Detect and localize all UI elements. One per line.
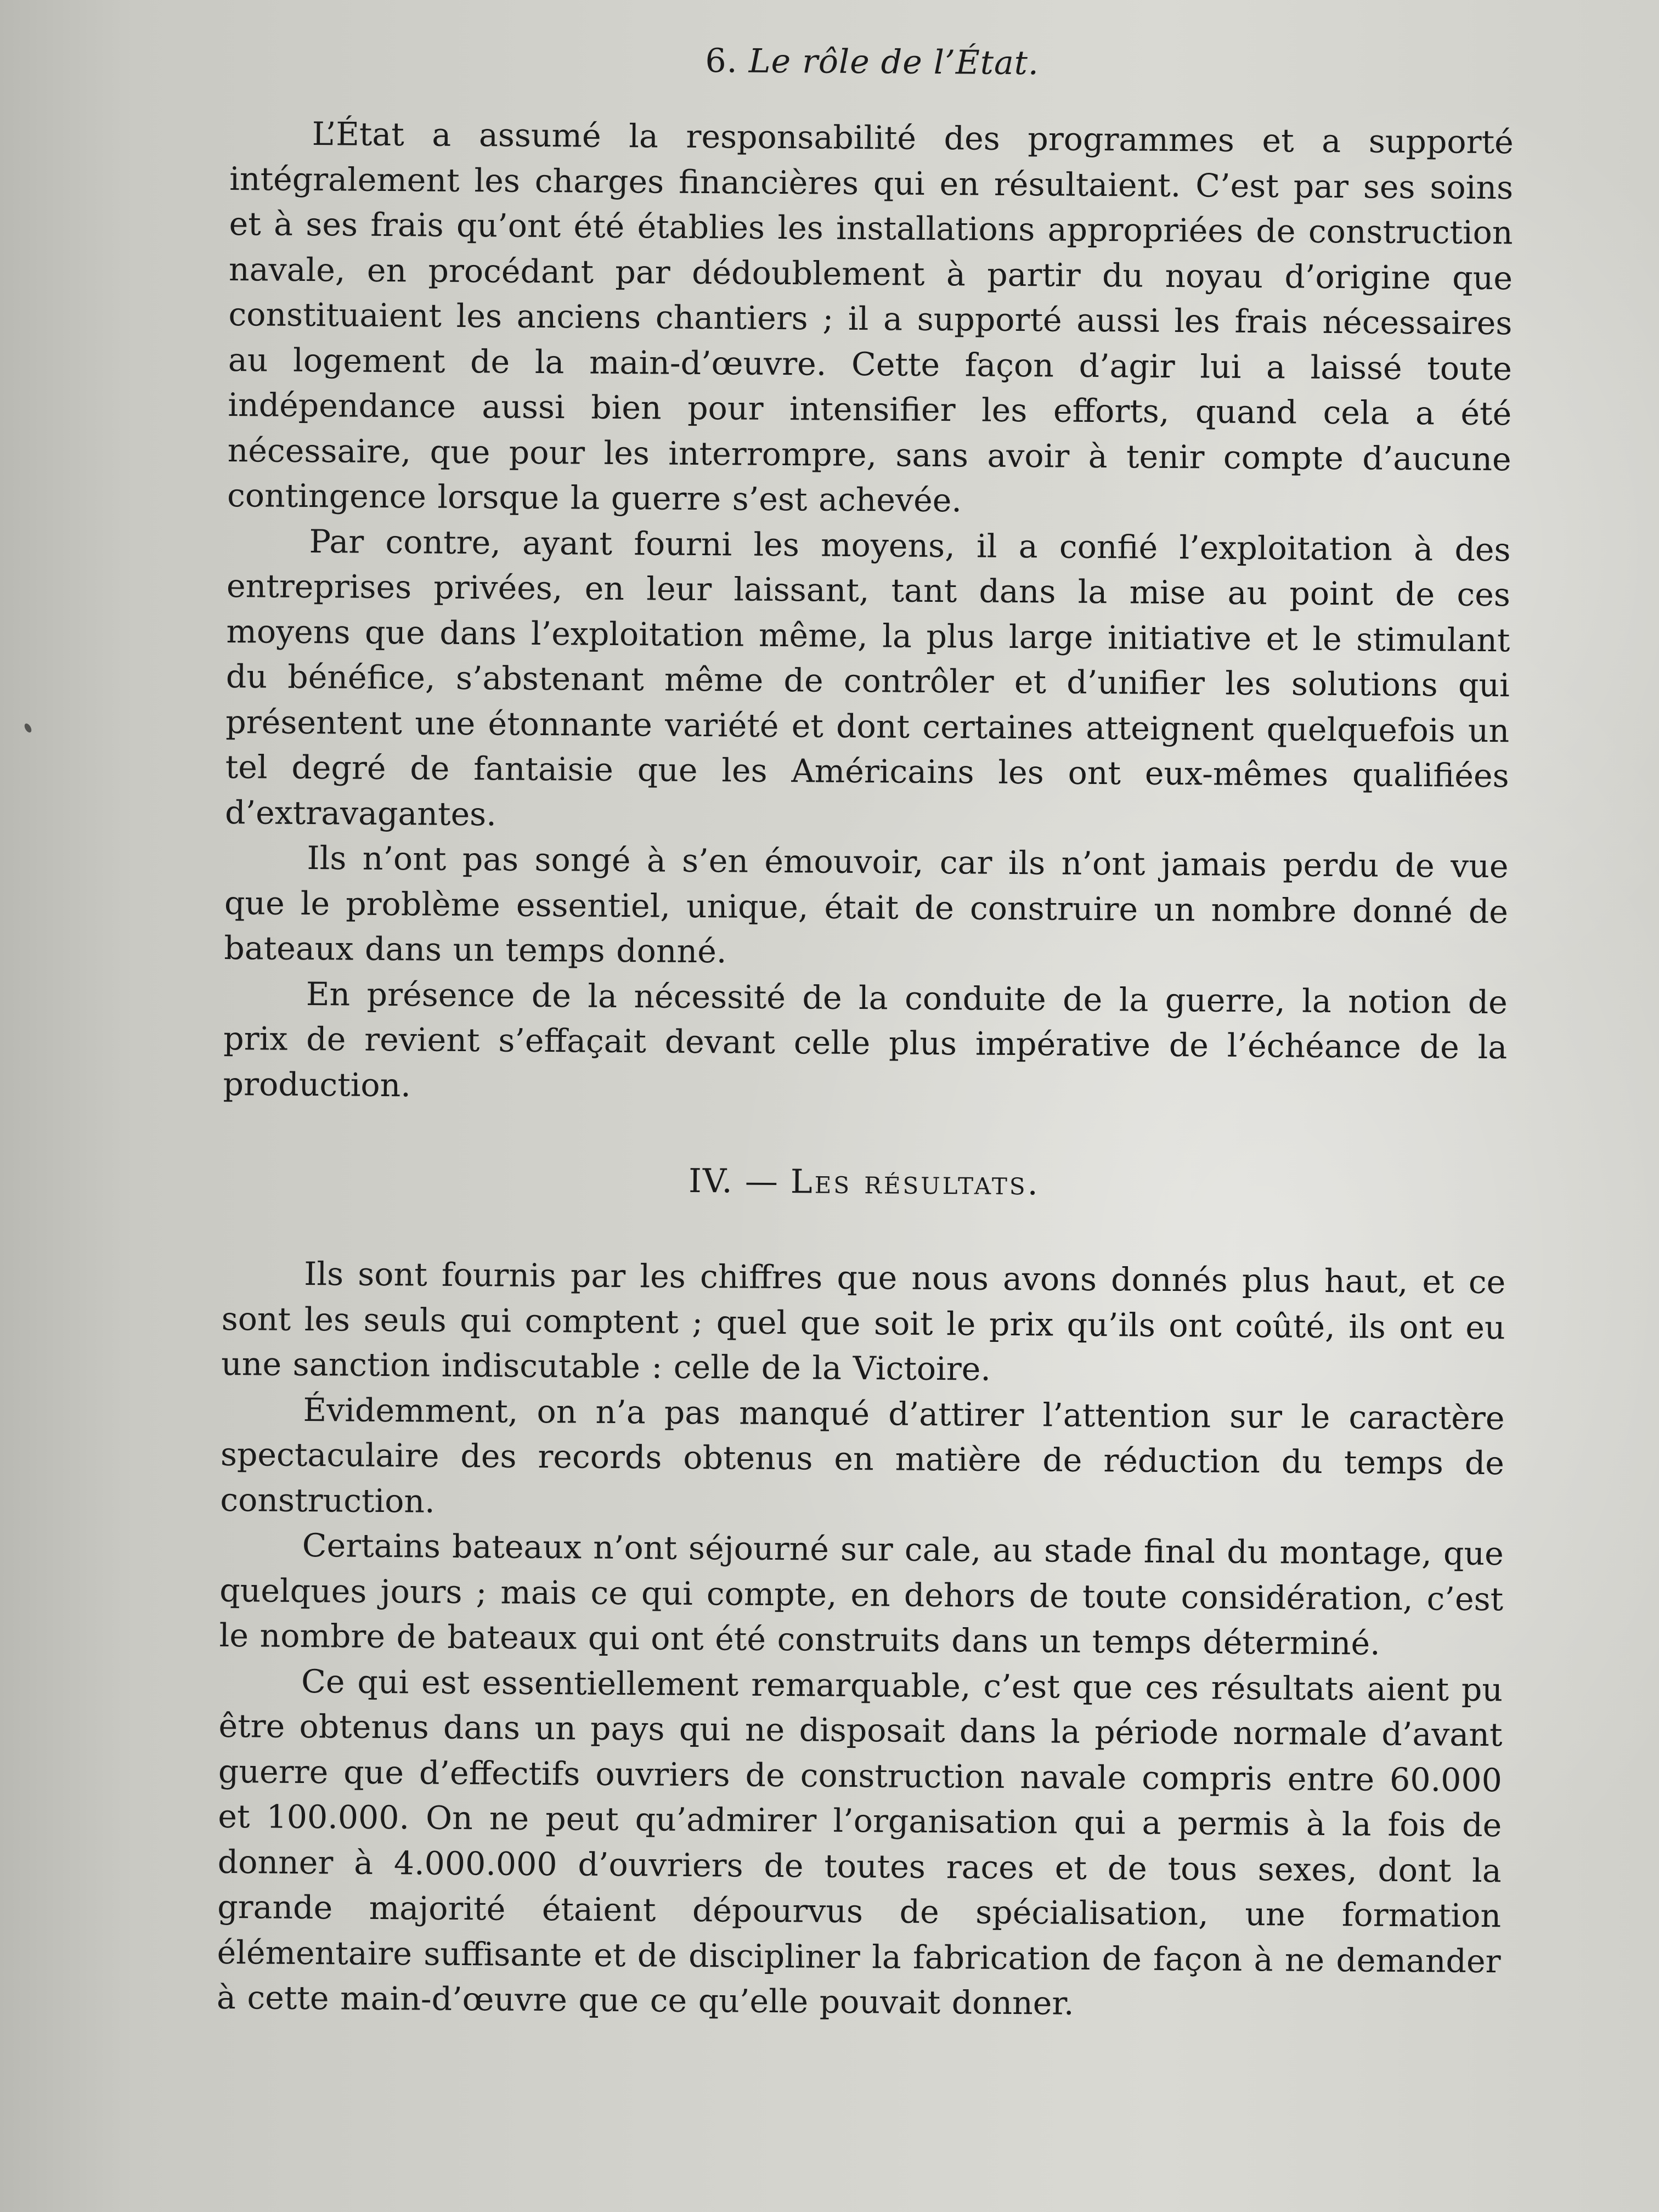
paragraph: En présence de la nécessité de la conduite de la guerre, la notion de prix de revient s’effaçait devant celle plus impérative de l’échéance de la production. (223, 975, 1508, 1104)
chapter-numeral: IV. — (688, 1161, 780, 1201)
paragraph: Ils sont fournis par les chiffres que nous avons donnés plus haut, et ce sont les seuls qui comptent ; quel que soit le prix qu’ils ont coûté, ils ont eu une sanction indiscutable : celle de la Victoire. (221, 1255, 1506, 1388)
paragraph: Ils n’ont pas songé à s’en émouvoir, car ils n’ont jamais perdu de vue que le problème essentiel, unique, était de construire un nombre donné de bateaux dans un temps donné. (224, 839, 1509, 970)
paper-speck (23, 723, 33, 734)
section-heading (230, 38, 1514, 86)
section-title: Le rôle de l’État. (748, 42, 1040, 83)
chapter-heading (222, 1159, 1506, 1206)
paragraph: Évidemment, on n’a pas manqué d’attirer l’attention sur le caractère spectaculaire des records obtenus en matière de réduction du temps de construction. (220, 1391, 1505, 1520)
chapter-title: Les résultats. (790, 1163, 1041, 1203)
paragraph: L’État a assumé la responsabilité des programmes et a supporté intégralement les charges financières qui en résultaient. C’est par ses soins et à ses frais qu’ont été établies les installations appropriées de construction navale, en procédant par dédoublement à partir du noyau d’origine que constituaient les anciens chantiers ; il a supporté aussi les frais nécessaires au logement de la main-d’œuvre. Cette façon d’agir lui a laissé toute indépendance aussi bien pour intensifier les efforts, quand cela a été nécessaire, que pour les interrompre, sans avoir à tenir compte d’aucune contingence lorsque la guerre s’est achevée. (227, 115, 1514, 520)
paragraph: Certains bateaux n’ont séjourné sur cale, au stade final du montage, que quelques jours ; mais ce qui compte, en dehors de toute considération, c’est le nombre de bateaux qui ont été construits dans un temps déterminé. (219, 1526, 1504, 1662)
page-content (217, 38, 1514, 2029)
paragraph: Par contre, ayant fourni les moyens, il a confié l’exploitation à des entreprises privées, en leur laissant, tant dans la mise au point de ces moyens que dans l’exploitation même, la plus large initiative et le stimulant du bénéfice, s’abstenant même de contrôler et d’unifier les solutions qui présentent une étonnante variété et dont certaines atteignent quelquefois un tel degré de fantaisie que les Américains les ont eux-mêmes qualifiées d’extravagantes. (224, 522, 1511, 833)
paragraph: Ce qui est essentiellement remarquable, c’est que ces résultats aient pu être obtenus dans un pays qui ne disposait dans la période normale d’avant guerre que d’effectifs ouvriers de construction navale compris entre 60.000 et 100.000. On ne peut qu’admirer l’organisation qui a permis à la fois de donner à 4.000.000 d’ouvriers de toutes races et de tous sexes, dont la grande majorité étaient dépourvus de spécialisation, une formation élémentaire suffisante et de discipliner la fabrication de façon à ne demander à cette main-d’œuvre que ce qu’elle pouvait donner. (216, 1662, 1503, 2022)
section-number: 6. (705, 42, 738, 81)
